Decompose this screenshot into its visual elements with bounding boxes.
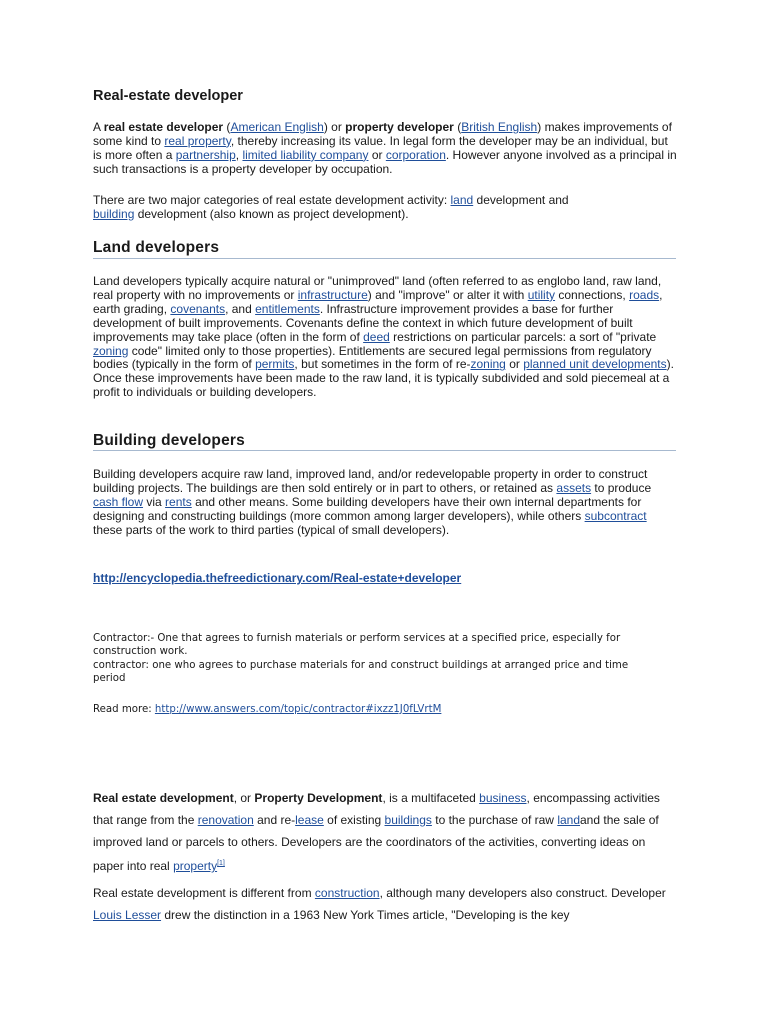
link-rents[interactable]: rents xyxy=(165,494,192,509)
link-re-zoning[interactable]: zoning xyxy=(470,357,506,372)
link-american-english[interactable]: American English xyxy=(230,120,324,134)
link-renovation[interactable]: renovation xyxy=(197,813,254,827)
link-british-english[interactable]: British English xyxy=(461,120,538,134)
link-deed[interactable]: deed xyxy=(363,329,390,344)
link-zoning[interactable]: zoning xyxy=(93,343,129,358)
building-paragraph: Building developers acquire raw land, improved land, and/or redevelopable property in order to construct building projects. The buildings are then sold entirely or in part to others, or retained as assets to produce cash flow via rents and other means. Some building developers have their own internal departments for designing and constructing buildings (more common among larger developers), while others subcontract these parts of the work to third parties (typical of small developers). xyxy=(93,467,652,537)
link-property[interactable]: property xyxy=(173,859,218,873)
link-subcontract[interactable]: subcontract xyxy=(584,508,647,523)
link-limited-liability-company[interactable]: limited liability company xyxy=(242,147,369,162)
link-real-property[interactable]: real property xyxy=(164,133,231,148)
link-louis-lesser[interactable]: Louis Lesser xyxy=(93,908,162,922)
heading-rule xyxy=(93,450,676,451)
link-buildings[interactable]: buildings xyxy=(384,813,432,827)
link-business[interactable]: business xyxy=(479,791,527,805)
source-url-link[interactable]: http://encyclopedia.thefreedictionary.com/Real-estate+developer xyxy=(93,571,462,585)
link-assets[interactable]: assets xyxy=(556,480,592,495)
link-construction[interactable]: construction xyxy=(314,886,380,900)
citation-link[interactable]: [1] xyxy=(217,860,225,867)
link-building[interactable]: building xyxy=(93,206,135,221)
land-paragraph: Land developers typically acquire natural or "unimproved" land (often referred to as englobo land, raw land, real property with no improvements or infrastructure) and "improve" or alter it with utility connections, roads, earth grading, covenants, and entitlements. Infrastructure improvement provides a base for further development of built improvements. Covenants define the context in which future development of built improvements may take place (often in the form of deed restrictions on particular parcels: a sort of "private zoning code" limited only to those properties). Entitlements are secured legal permissions from regulatory bodies (typically in the form of permits, but sometimes in the form of re-zoning or planned unit developments). Once these improvements have been made to the raw land, it is typically subdivided and sold piecemeal at a profit to individuals or building developers. xyxy=(93,274,674,400)
contractor-definition-2: contractor: one who agrees to purchase materials for and construct buildings at arranged price and time period xyxy=(93,660,629,685)
link-infrastructure[interactable]: infrastructure xyxy=(297,287,368,302)
development-paragraph: Real estate development, or Property Development, is a multifaceted business, encompassing activities that range from the renovation and re-lease of existing buildings to the purchase of raw landand the sale of improved land or parcels to others. Developers are the coordinators of the activities, converting ideas on paper into real property[1] xyxy=(93,791,660,873)
heading-rule xyxy=(93,258,676,259)
link-cash-flow[interactable]: cash flow xyxy=(93,494,144,509)
read-more: Read more: http://www.answers.com/topic/contractor#ixzz1J0fLVrtM xyxy=(93,704,442,715)
link-land[interactable]: land xyxy=(450,193,474,207)
link-permits[interactable]: permits xyxy=(255,357,295,372)
page-title: Real-estate developer xyxy=(93,88,243,104)
land-developers-heading: Land developers xyxy=(93,239,220,256)
building-developers-heading: Building developers xyxy=(93,432,245,449)
link-utility[interactable]: utility xyxy=(527,287,556,302)
intro-paragraph: A real estate developer (American English) or property developer (British English) makes improvements of some kind to real property, thereby increasing its value. In legal form the developer may be an individual, but is more often a partnership, limited liability company or corporation. However anyone involved as a principal in such transactions is a property developer by occupation. xyxy=(93,120,677,176)
link-partnership[interactable]: partnership xyxy=(175,147,236,162)
read-more-link[interactable]: http://www.answers.com/topic/contractor#ixzz1J0fLVrtM xyxy=(154,704,442,715)
link-entitlements[interactable]: entitlements xyxy=(255,301,320,316)
categories-paragraph: There are two major categories of real estate development activity: land development and building development (also known as project development). xyxy=(93,193,569,221)
link-planned-unit-developments[interactable]: planned unit developments xyxy=(523,357,667,372)
link-roads[interactable]: roads xyxy=(629,287,660,302)
link-covenants[interactable]: covenants xyxy=(170,301,226,316)
difference-paragraph: Real estate development is different from construction, although many developers also construct. Developer Louis Lesser drew the distinction in a 1963 New York Times article, "Developing is the key xyxy=(93,886,666,922)
link-corporation[interactable]: corporation xyxy=(385,147,446,162)
link-lease[interactable]: lease xyxy=(295,813,324,827)
link-raw-land[interactable]: land xyxy=(557,813,580,827)
contractor-definition-1: Contractor:- One that agrees to furnish materials or perform services at a specified price, especially for construction work. xyxy=(93,633,621,658)
